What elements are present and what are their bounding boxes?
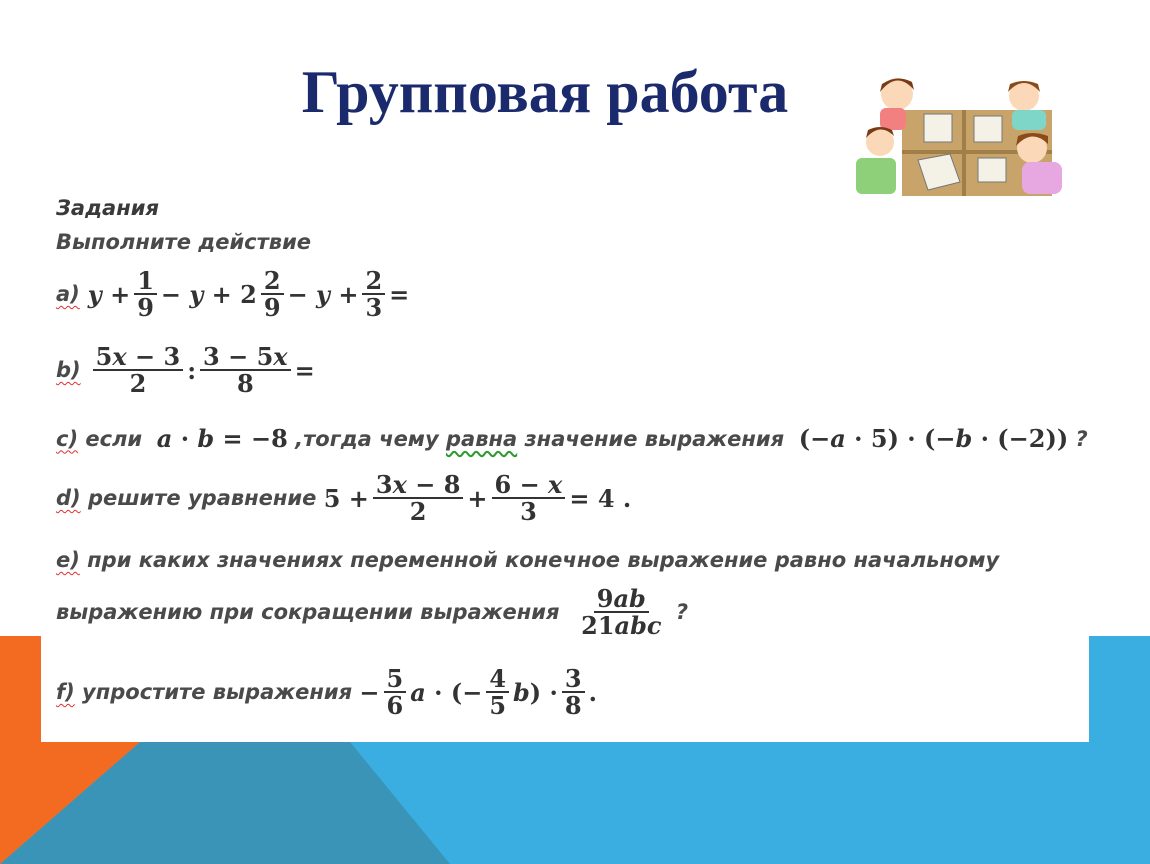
task-c-expression: (− a · 5) · (− b · (−2)) bbox=[798, 424, 1069, 453]
task-a-expression: y + $\frac{1}{9}$ − y + 2 $\frac{2}{9}$ − y + $\frac{2}{3}$ = bbox=[87, 266, 410, 323]
task-c-text-if: если bbox=[85, 426, 143, 451]
task-c-text-equal: равна bbox=[445, 426, 518, 451]
task-d-expression: 5 + $\frac{3x - 8}{2}$ + $\frac{6 - x}{3}$ = 4 . bbox=[323, 470, 632, 527]
task-b-label: b) bbox=[56, 358, 81, 383]
task-e-label: e) bbox=[56, 548, 80, 572]
task-f-expression: − $\frac{5}{6}$ a · (− $\frac{4}{5}$ b ) · $\frac{3}{8}$ . bbox=[359, 664, 597, 721]
task-e-line1 bbox=[56, 548, 999, 572]
task-b bbox=[56, 342, 315, 399]
task-e-line2 bbox=[56, 584, 688, 641]
task-d bbox=[56, 470, 632, 527]
task-c-label: c) bbox=[56, 426, 79, 451]
task-a-label: a) bbox=[56, 282, 80, 307]
task-c-text-value: значение выражения bbox=[524, 426, 785, 451]
task-f-label: f) bbox=[56, 680, 75, 705]
slide-title: Групповая работа bbox=[301, 59, 789, 125]
tasks-subheading: Выполните действие bbox=[56, 230, 312, 254]
task-e-expression: $\frac{9ab}{\text{21abc}}$ bbox=[581, 584, 662, 641]
task-e-text2: выражению при сокращении выражения bbox=[56, 600, 560, 625]
children-working-together-illustration bbox=[852, 74, 1070, 198]
task-a bbox=[56, 266, 410, 323]
task-c-question: ? bbox=[1075, 426, 1088, 451]
task-b-expression: $\frac{5x - 3}{2}$ : $\frac{3 - 5x}{8}$ = bbox=[89, 344, 315, 396]
task-d-label: d) bbox=[56, 486, 81, 511]
task-e-question: ? bbox=[675, 600, 688, 625]
tasks-heading: Задания bbox=[56, 196, 159, 220]
task-e-text1: при каких значениях переменной конечное выражение равно начальному bbox=[87, 548, 1000, 572]
task-c bbox=[56, 424, 1088, 453]
task-d-text: решите уравнение bbox=[87, 486, 317, 511]
task-f bbox=[56, 664, 597, 721]
task-c-text-then: ,тогда чему bbox=[295, 426, 439, 451]
task-f-text: упростите выражения bbox=[82, 680, 353, 705]
task-c-condition: a · b = −8 bbox=[156, 424, 288, 453]
